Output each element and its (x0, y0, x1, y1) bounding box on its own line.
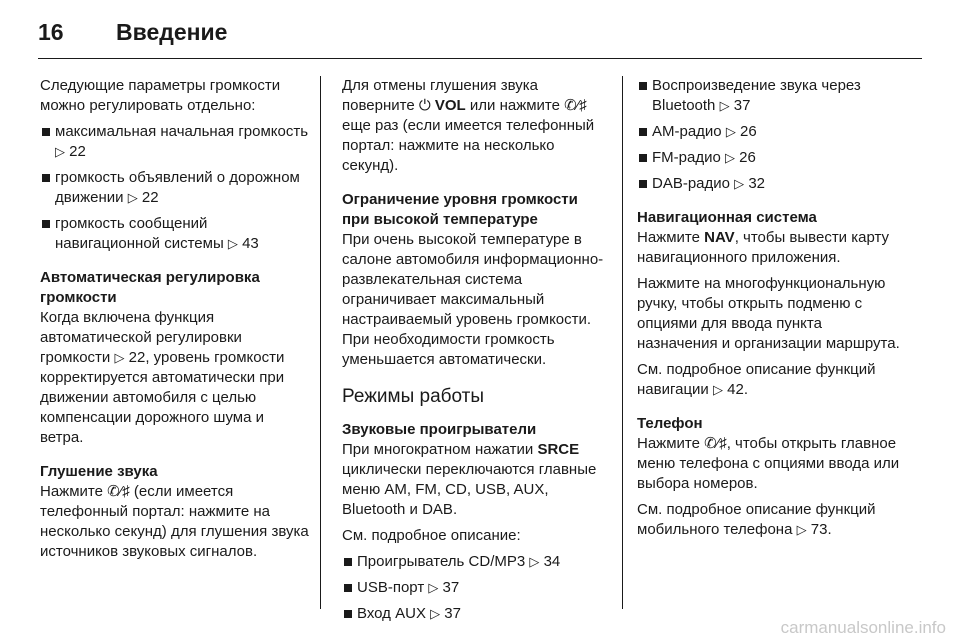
nav-label: NAV (704, 229, 735, 246)
section-heading: Глушение звука (40, 463, 158, 480)
section-heading: Ограничение уровня громкости при высокой температуре (342, 191, 578, 228)
list-item (40, 214, 310, 254)
paragraph: См. подробное описание: (342, 527, 521, 544)
paragraph (342, 76, 607, 176)
triangle-right-icon: ▷ (734, 176, 745, 191)
triangle-right-icon: ▷ (55, 144, 65, 159)
paragraph (342, 440, 607, 520)
list-item-text: Воспроизведение звука через Bluetooth (652, 77, 861, 114)
list-item-text: AM-радио (652, 123, 722, 140)
paragraph: См. подробное описание функций навигации ▷ 42. (637, 361, 876, 398)
paragraph (40, 482, 310, 562)
list-item-text: USB-порт (357, 579, 425, 596)
list-item (637, 148, 905, 168)
paragraph: Нажмите на многофункциональную ручку, чтобы открыть подменю с опциями для ввода пункта назначения и организации маршрута. (637, 275, 900, 352)
phone-mute-icon: ✆⁄♯ (107, 483, 130, 500)
page-ref[interactable]: 43 (242, 235, 259, 252)
list-item-text: Проигрыватель CD/MP3 (357, 553, 526, 570)
triangle-right-icon: ▷ (719, 98, 730, 113)
text: Нажмите (637, 229, 700, 246)
page-ref[interactable]: 32 (748, 175, 766, 192)
list-item (40, 168, 310, 208)
triangle-right-icon: ▷ (227, 236, 238, 251)
volume-list (40, 122, 310, 254)
list-item (637, 174, 905, 194)
watermark: carmanualsonline.info (780, 618, 946, 637)
page-ref[interactable]: 37 (444, 605, 461, 622)
header-rule (38, 58, 922, 59)
list-item (342, 552, 607, 572)
phone-mute-icon: ✆⁄♯ (564, 97, 587, 114)
triangle-right-icon: ▷ (428, 580, 439, 595)
text: (если имеется телефонный портал: нажмите на несколько секунд) для глушения звука источников звуковых сигналов. (40, 483, 309, 560)
paragraph (637, 228, 905, 268)
text: Когда включена функция автоматической регулировки громкости (40, 309, 242, 366)
triangle-right-icon: ▷ (796, 522, 807, 537)
triangle-right-icon: ▷ (127, 190, 138, 205)
list-item-text: FM-радио (652, 149, 721, 166)
text: , уровень громкости корректируется автоматически при движении автомобиля с целью компенсации дорожного шума и ветра. (40, 349, 285, 446)
list-item-text: громкость объявлений о дорожном движении (55, 169, 300, 206)
page-ref[interactable]: 22 (141, 189, 159, 206)
vol-label: VOL (434, 97, 466, 114)
text: Для отмены глушения звука поверните (342, 77, 538, 114)
paragraph: Следующие параметры громкости можно регулировать отдельно: (40, 77, 281, 114)
section-title: Режимы работы (342, 386, 485, 407)
section-heading: Навигационная система (637, 209, 817, 226)
triangle-right-icon: ▷ (430, 606, 441, 621)
triangle-right-icon: ▷ (724, 150, 735, 165)
page-ref[interactable]: 26 (739, 149, 756, 166)
list-item (342, 604, 607, 624)
phone-mute-icon: ✆⁄♯ (704, 435, 727, 452)
page-title: Введение (116, 18, 228, 45)
text: Нажмите (40, 483, 103, 500)
text: циклически переключаются главные меню AM, FM, CD, USB, AUX, Bluetooth и DAB. (342, 461, 597, 518)
text: еще раз (если имеется телефонный портал: нажмите на несколько секунд). (342, 117, 595, 174)
list-item-text: Вход AUX (357, 605, 426, 622)
page-ref[interactable]: 34 (543, 553, 561, 570)
list-item (637, 122, 905, 142)
triangle-right-icon: ▷ (114, 350, 125, 365)
srce-label: SRCE (537, 441, 580, 458)
page-ref[interactable]: 22 (128, 349, 146, 366)
page-ref[interactable]: 42 (727, 381, 744, 398)
section-heading: Звуковые проигрыватели (342, 421, 537, 438)
paragraph: При очень высокой температуре в салоне автомобиля информационно-развлекательная система ограничивает максимальный настраиваемый уровень громкости. При необходимости громкость уменьшается автоматически. (342, 231, 604, 368)
page-ref[interactable]: 26 (740, 123, 757, 140)
page-number: 16 (38, 18, 64, 45)
paragraph: См. подробное описание функций мобильного телефона ▷ 73. (637, 501, 876, 538)
text: См. подробное описание функций мобильного телефона (637, 501, 876, 538)
text: , чтобы вывести карту навигационного приложения. (637, 229, 890, 266)
column-divider (622, 76, 623, 609)
page-ref[interactable]: 73 (810, 521, 828, 538)
triangle-right-icon: ▷ (529, 554, 540, 569)
text: или нажмите (469, 97, 560, 114)
section-heading: Автоматическая регулировка громкости (40, 269, 260, 306)
section-heading: Телефон (637, 415, 703, 432)
source-list (637, 76, 905, 194)
list-item (40, 122, 310, 162)
source-list (342, 552, 607, 624)
list-item-text: DAB-радио (652, 175, 730, 192)
list-item-text: громкость сообщений навигационной системы (55, 215, 224, 252)
column-2 (342, 76, 607, 630)
page-ref[interactable]: 22 (69, 143, 86, 160)
column-divider (320, 76, 321, 609)
column-1 (40, 76, 310, 568)
page-header (38, 14, 227, 50)
text: См. подробное описание функций навигации (637, 361, 876, 398)
column-3 (637, 76, 905, 546)
text: , чтобы открыть главное меню телефона с опциями ввода или выбора номеров. (637, 435, 900, 492)
text: Нажмите (637, 435, 700, 452)
paragraph (40, 308, 310, 448)
text: При многократном нажатии (342, 441, 534, 458)
power-icon: ⏻ (418, 97, 431, 114)
paragraph (637, 434, 905, 494)
page-ref[interactable]: 37 (442, 579, 460, 596)
list-item (637, 76, 905, 116)
triangle-right-icon: ▷ (712, 382, 723, 397)
triangle-right-icon: ▷ (725, 124, 736, 139)
list-item (342, 578, 607, 598)
list-item-text: максимальная начальная громкость (55, 123, 309, 140)
page-ref[interactable]: 37 (733, 97, 751, 114)
